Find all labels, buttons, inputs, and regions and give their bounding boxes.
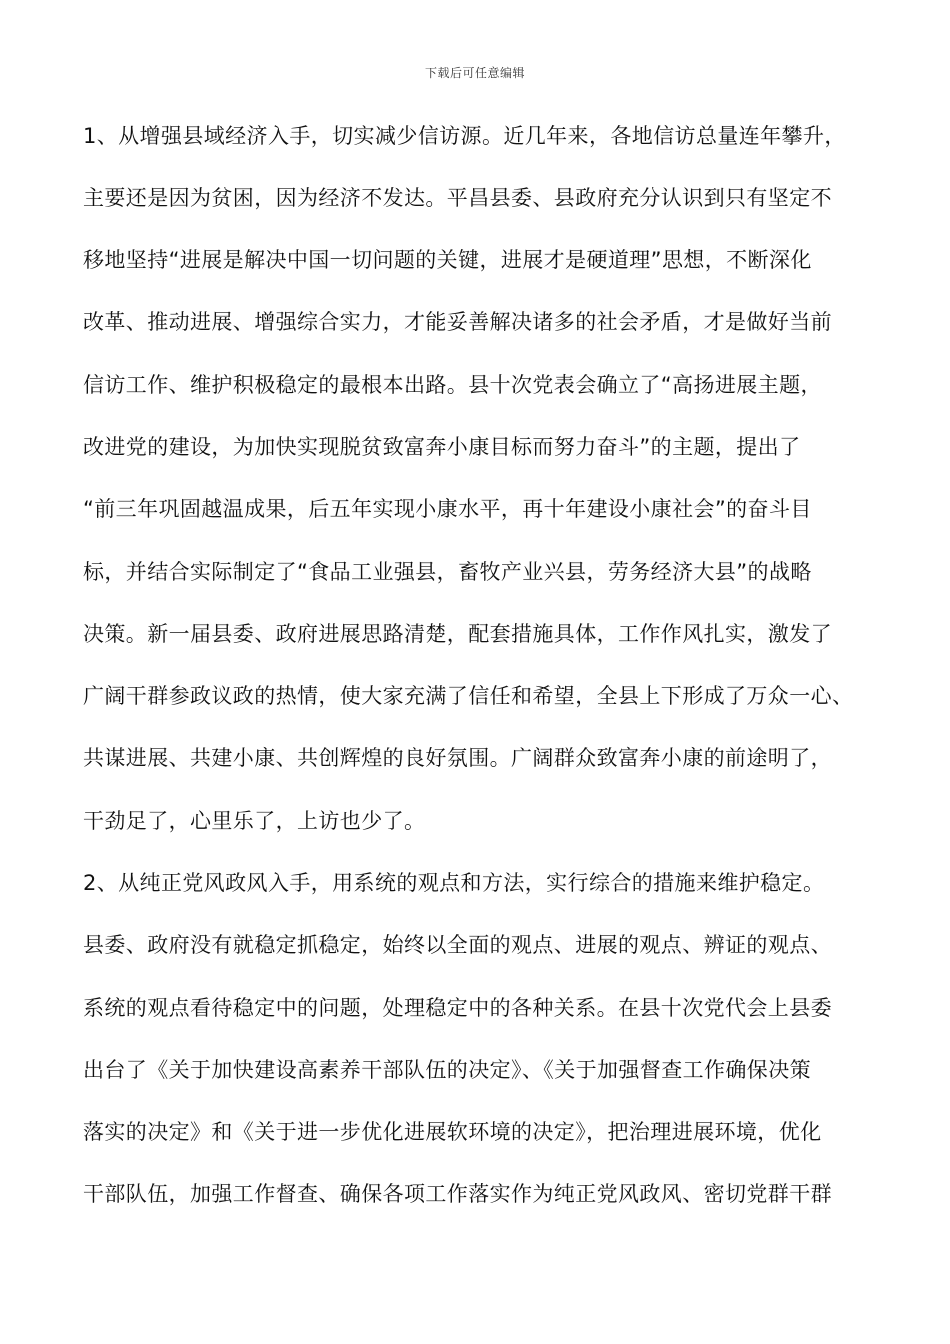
text-line: 干劲足了，心里乐了，上访也少了。: [83, 809, 426, 833]
text-line: 系统的观点看待稳定中的问题，处理稳定中的各种关系。在县十次党代会上县委: [83, 996, 832, 1020]
text-line: 县委、政府没有就稳定抓稳定，始终以全面的观点、进展的观点、辨证的观点、: [83, 933, 832, 957]
text-line: 改进党的建设，为加快实现脱贫致富奔小康目标而努力奋斗”的主题，提出了: [83, 435, 801, 459]
page-header-note: 下载后可任意编辑: [424, 66, 525, 80]
text-line: 标，并结合实际制定了“食品工业强县，畜牧产业兴县，劳务经济大县”的战略: [83, 560, 812, 584]
text-line: 信访工作、维护积极稳定的最根本出路。县十次党表会确立了“高扬进展主题，: [83, 373, 822, 397]
text-line: 决策。新一届县委、政府进展思路清楚，配套措施具体，工作作风扎实，激发了: [83, 622, 832, 646]
text-line: 主要还是因为贫困，因为经济不发达。平昌县委、县政府充分认识到只有坚定不: [83, 186, 832, 210]
text-line: 2、从纯正党风政风入手，用系统的观点和方法，实行综合的措施来维护稳定。: [83, 871, 825, 895]
text-line: 落实的决定》和《关于进一步优化进展软环境的决定》，把治理进展环境，优化: [83, 1120, 822, 1144]
text-line: 移地坚持“进展是解决中国一切问题的关键，进展才是硬道理”思想，不断深化: [83, 248, 812, 272]
text-line: 干部队伍，加强工作督查、确保各项工作落实作为纯正党风政风、密切党群干群: [83, 1182, 832, 1206]
text-line: 出台了《关于加快建设高素养干部队伍的决定》、《关于加强督查工作确保决策: [83, 1058, 811, 1082]
text-line: 改革、推动进展、增强综合实力，才能妥善解决诸多的社会矛盾，才是做好当前: [83, 310, 832, 334]
text-line: “前三年巩固越温成果，后五年实现小康水平，再十年建设小康社会”的奋斗目: [83, 497, 812, 521]
text-line: 广阔干群参政议政的热情，使大家充满了信任和希望，全县上下形成了万众一心、: [83, 684, 854, 708]
text-line: 1、从增强县域经济入手，切实减少信访源。近几年来，各地信访总量连年攀升，: [83, 124, 846, 148]
text-line: 共谋进展、共建小康、共创辉煌的良好氛围。广阔群众致富奔小康的前途明了，: [83, 746, 832, 770]
